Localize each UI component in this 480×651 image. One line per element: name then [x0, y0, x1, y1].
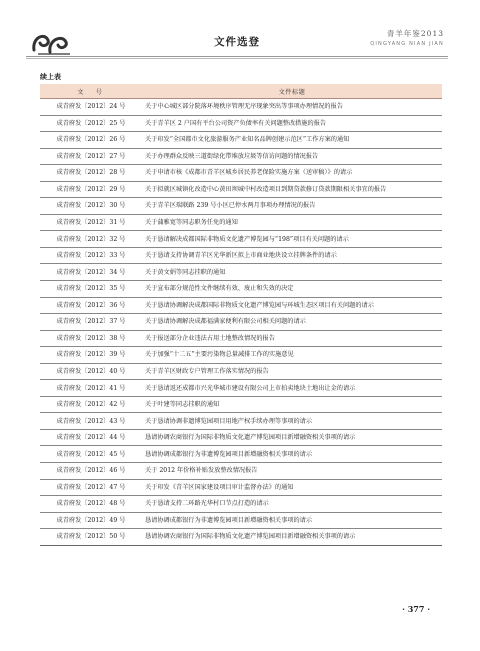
- document-number: 成青府发〔2012〕41 号: [40, 380, 142, 397]
- table-header-row: [40, 84, 442, 99]
- document-number: 成青府发〔2012〕28 号: [40, 165, 142, 182]
- table-row: [40, 165, 442, 182]
- table-row: [40, 115, 442, 132]
- document-title: 关于宣布部分规范性文件继续有效、废止和失效的决定: [142, 281, 442, 298]
- table-row: [40, 314, 442, 331]
- document-title: 恳请协调成都银行为非遗博览园项目新增融资相关事项的请示: [142, 446, 442, 463]
- table-row: [40, 264, 442, 281]
- document-number: 成青府发〔2012〕33 号: [40, 247, 142, 264]
- column-header-number: 文 号: [40, 84, 142, 99]
- table-row: [40, 347, 442, 364]
- document-number: 成青府发〔2012〕39 号: [40, 347, 142, 364]
- table-row: [40, 198, 442, 215]
- table-row: [40, 413, 442, 430]
- document-title: 关于申请市核《成都市青羊区城乡居民养老保险实施方案（送审稿）》的请示: [142, 165, 442, 182]
- table-row: [40, 247, 442, 264]
- document-title: 关于 2012 年价格补贴发放整改情况报告: [142, 463, 442, 480]
- document-number: 成青府发〔2012〕36 号: [40, 297, 142, 314]
- document-title: 关于印发《青羊区国家建设项目审计监督办法》的通知: [142, 479, 442, 496]
- document-title: 关于拟就区城镇化改造中心黄田坝城中村改造项目到期贷款修订贷款期限相关事宜的报告: [142, 181, 442, 198]
- document-title: 关于恳请支持二环路光华村口节点打造的请示: [142, 496, 442, 513]
- table-row: [40, 181, 442, 198]
- table-row: [40, 496, 442, 513]
- yearbook-logo: [30, 28, 74, 58]
- document-title: 关于印发“全国都市文化旅游服务产业知名品牌创建示范区”工作方案的通知: [142, 132, 442, 149]
- document-number: 成青府发〔2012〕40 号: [40, 363, 142, 380]
- document-title: 关于恳请返还成都市兴光华城市建设有限公司上市拍卖地块土地出让金的请示: [142, 380, 442, 397]
- document-number: 成青府发〔2012〕27 号: [40, 148, 142, 165]
- document-title: 关于青羊区 2 户国有平台公司资产负债率有关问题整改措施的报告: [142, 115, 442, 132]
- table-row: [40, 231, 442, 248]
- table-row: [40, 214, 442, 231]
- table-row: [40, 132, 442, 149]
- yearbook-title: 青羊年鉴2013: [386, 29, 444, 38]
- table-row: [40, 479, 442, 496]
- document-title: 关于恳请协调非遗博览园项目用地产权手续办理等事项的请示: [142, 413, 442, 430]
- document-title: 恳请协调农商银行为国际非物质文化遗产博览园项目新增融资相关事项的请示: [142, 529, 442, 546]
- page-number: · 377 ·: [402, 604, 430, 614]
- document-number: 成青府发〔2012〕45 号: [40, 446, 142, 463]
- document-title: 关于蒲雅宽等同志职务任免的通知: [142, 214, 442, 231]
- table-row: [40, 330, 442, 347]
- document-title: 关于恳请协调解决成都国际非物质文化遗产博览园与环城生态区项目有关问题的请示: [142, 297, 442, 314]
- table-row: [40, 297, 442, 314]
- document-title: 关于青羊区瑞联路 239 号小区已停水两月事项办理情况的报告: [142, 198, 442, 215]
- table-row: [40, 429, 442, 446]
- column-header-title: 文件标题: [142, 84, 442, 99]
- document-number: 成青府发〔2012〕31 号: [40, 214, 142, 231]
- table-row: [40, 529, 442, 546]
- table-row: [40, 281, 442, 298]
- document-title: 关于办理群众反映三道街绿化带堆放垃圾等信访问题的情况报告: [142, 148, 442, 165]
- document-title: 恳请协调成都银行为非遗博览园项目新增融资相关事项的请示: [142, 512, 442, 529]
- header-divider-thin: [26, 58, 448, 59]
- table-row: [40, 148, 442, 165]
- document-number: 成青府发〔2012〕35 号: [40, 281, 142, 298]
- table-row: [40, 99, 442, 116]
- document-title: 关于恳请解决成都国际非物质文化遗产博览园与“198”项目有关问题的请示: [142, 231, 442, 248]
- document-number: 成青府发〔2012〕50 号: [40, 529, 142, 546]
- document-number: 成青府发〔2012〕34 号: [40, 264, 142, 281]
- document-title: 关于青羊区财政专户管理工作落实情况的报告: [142, 363, 442, 380]
- yearbook-subtitle: QINGYANG NIAN JIAN: [370, 41, 444, 47]
- document-number: 成青府发〔2012〕37 号: [40, 314, 142, 331]
- document-number: 成青府发〔2012〕26 号: [40, 132, 142, 149]
- document-number: 成青府发〔2012〕25 号: [40, 115, 142, 132]
- table-row: [40, 380, 442, 397]
- document-number: 成青府发〔2012〕46 号: [40, 463, 142, 480]
- document-number: 成青府发〔2012〕49 号: [40, 512, 142, 529]
- document-number: 成青府发〔2012〕30 号: [40, 198, 142, 215]
- table-row: [40, 463, 442, 480]
- yearbook-label: [370, 28, 444, 47]
- document-number: 成青府发〔2012〕43 号: [40, 413, 142, 430]
- document-number: 成青府发〔2012〕32 号: [40, 231, 142, 248]
- document-title: 关于黄文娟等同志挂职的通知: [142, 264, 442, 281]
- document-number: 成青府发〔2012〕24 号: [40, 99, 142, 116]
- header-divider: [26, 56, 448, 57]
- document-title: 关于加强“十二五”主要污染物总量减排工作的实施意见: [142, 347, 442, 364]
- documents-table: [40, 84, 442, 546]
- document-title: 关于叶建等同志挂职的通知: [142, 396, 442, 413]
- document-number: 成青府发〔2012〕42 号: [40, 396, 142, 413]
- table-row: [40, 446, 442, 463]
- document-number: 成青府发〔2012〕47 号: [40, 479, 142, 496]
- document-title: 关于恳请协调解决成都福满家便利有限公司相关问题的请示: [142, 314, 442, 331]
- document-title: 关于中心城区部分院落环境秩序管理无序现象突出等事项办理情况的报告: [142, 99, 442, 116]
- document-number: 成青府发〔2012〕29 号: [40, 181, 142, 198]
- table-row: [40, 512, 442, 529]
- table-row: [40, 363, 442, 380]
- table-row: [40, 396, 442, 413]
- document-title: 关于报送部分企业违法占用土地整改情况的报告: [142, 330, 442, 347]
- continued-label: 续上表: [40, 72, 61, 81]
- section-title: 文件选登: [214, 36, 260, 48]
- document-title: 关于恳请支持协调青羊区光华新区拟上市商业地块设立挂牌条件的请示: [142, 247, 442, 264]
- document-number: 成青府发〔2012〕48 号: [40, 496, 142, 513]
- document-number: 成青府发〔2012〕44 号: [40, 429, 142, 446]
- document-title: 恳请协调农商银行为国际非物质文化遗产博览园项目新增融资相关事项的请示: [142, 429, 442, 446]
- document-number: 成青府发〔2012〕38 号: [40, 330, 142, 347]
